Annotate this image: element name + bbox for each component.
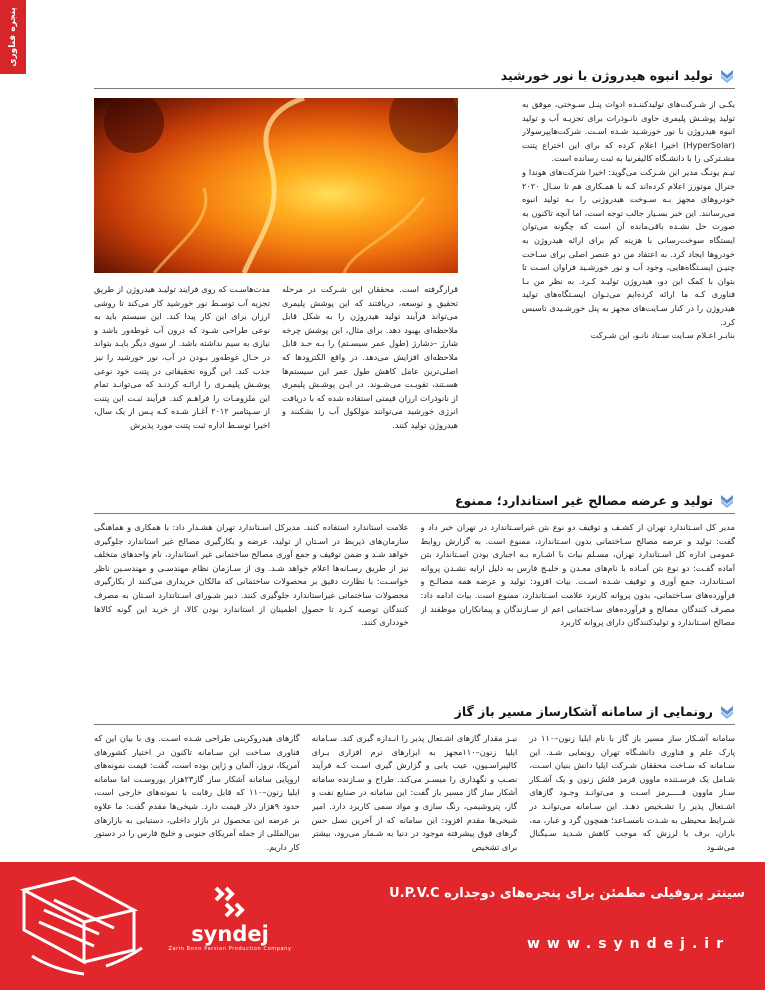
article-title-row <box>94 491 735 509</box>
paragraph: تیـم یونـگ مدیر این شـرکت می‌گوید: اخیرا شرکت‌های هوندا و جنرال موتورز اعلام کرده‌اند کـه با همـکاری هم تا سـال ۲۰۲۰ خودروهای مجهز بـه سـوخت هیدروژنی را بـه تولید انبوه می‌رسانند. این خبر بسـیار جالب توجه است، اما آنچه تاکنون به صورت حل نشـده باقی‌مانده آن است که چگونه می‌توان ایستگاه سوخت‌رسانی با هزینه کم برای ارائه هیدروژن به خودروها ایجاد کرد. به اعتقاد من دو عنصر اصلی برای سـاخت چنیـن ایسـتگاه‌هایی، وجود آب و نور خورشـید فراوان اسـت تا بتوان با کمک این دو، هیدروژن تولیـد کـرد. به نظر من بـا فناوری کـه ما ارائه کرده‌ایم می‌تـوان ایسـتگاه‌های تولید هیدروژن را در کنار سـایت‌های مجهز به پنل خورشـیدی تاسیس کرد. <box>522 166 735 327</box>
article-title: تولید و عرضه مصالح غیر استاندارد؛ ممنوع <box>454 492 713 508</box>
article-column-middle: مدت‌هاسـت که روی فرایند تولیـد هیدروژن از طریق تجزیه آب توسـط نور خورشید کار می‌کند تا روشی ارزان برای این کار پیدا کند. این سیستم باید به نوعی طراحی شـود که درون آب غوطه‌ور باشد و نیازی به سیم نداشته باشد. از سوی دیگر بایـد بتواند در حـال غوطه‌ور بـودن در آب، نور خورشید را نیز جذب کند. این گروه تحقیقاتی در پتنت خود نوعی پوشـش پلیمـری را ارائـه کردنـد که می‌توانـد تمام این ملزومـات را فراهـم کند. فرآیند ثبـت این پتنت از سـپتامبر ۲۰۱۲ آغـاز شـده کـه پـس از یک سال، اخیرا توسـط اداره ثبت پتنت مورد پذیرش <box>94 284 270 430</box>
title-divider <box>94 724 735 725</box>
advert-slogan: سینتر پروفیلی مطمئن برای پنجره‌های دوجداره U.P.V.C <box>389 886 745 901</box>
article-column-middle: نیـز مقدار گازهای اشـتعال پذیر را انـدازه گیری کند. سـامانه ایلیا زنون–۱۱۰مجهز به ابزارهای نرم افزاری بـرای کالیبراسـیون، عیب یابی و گزارش گیری اسـت کـه فرآیند نصـب و نگهداری را میسـر می‌کند. طراح و سـازنده سامانه آشکار ساز گاز مسیر باز گفت: این سامانه در صنایع نفت و گاز، پتروشیمی، رنگ سازی و مواد سمی کاربرد دارد. امیر شیخی‌ها مقدم افزود: این سامانه که از آخرین نسل حس گرهای فوق پیشرفته موجود در دنیا به شـمار می‌رود، بیشتر برای تشخیص <box>311 733 518 852</box>
syndej-logo-icon <box>212 886 248 920</box>
section-tab <box>0 0 26 74</box>
article-hydrogen <box>94 66 735 491</box>
section-tab-label: پنجره فناوری <box>8 7 18 67</box>
chevron-down-icon <box>719 703 735 719</box>
paragraph: یکـی از شـرکت‌های تولیدکننـده ادوات پنـل سـوختی، موفق به تولید پوشـش پلیمری حاوی نانـوذرات برای تجزیـه آب و تولید انبوه هیدروژن با نور خورشـید شـده اسـت. شرکت‌هایپرسولار (HyperSolar) اخیرا اعلام کرده که برای این اختراع پتنت مشـترکی را با دانشـگاه کالیفرنیا به ثبت رسانده است. <box>522 99 735 164</box>
article-column-right: مدیر کل اسـتاندارد تهران از کشـف و توقیف دو نوع بتن غیراسـتاندارد در تهران خبر داد و گفت: تولید و عرضه مصالح سـاختمانی بدون اسـتاندارد، ممنوع است. به گزارش روابط عمومی اداره کل اسـتاندارد تهران، مسـلم بیات با اشـاره بـه اجباری بودن اسـتاندارد بتن آماده گفـت: دو نوع بتن آمـاده با نام‌های معـدن و خلیـج فارس به دلیل ارایه نشـدن پروانه اسـتاندارد، جمع آوری و توقیف شـده اسـت. بیات افزود: تولید و عرضه همه مصالـح و فرآورده‌های سـاختمانی، بدون پروانه کاربرد علامت اسـتاندارد، ممنوع است. بیات ادامه داد: مصرف کنندگان مصالح و فرآورده‌های سـاختمانی اعم از سـازندگان و پیمانکاران موظفند از مصالح اسـتاندارد و تولیدکنندگان دارای پروانه کاربرد <box>420 522 735 628</box>
advert-banner <box>0 862 765 990</box>
article-title-row <box>94 702 735 720</box>
article-gas-detector <box>94 702 735 867</box>
article-columns <box>94 732 735 867</box>
advert-url-link[interactable]: www.syndej.ir <box>527 936 730 952</box>
title-divider <box>94 88 735 89</box>
article-title: رونمایی از سامانه آشکارساز مسیر باز گاز <box>454 703 713 719</box>
syndej-logo <box>150 886 310 981</box>
article-column-left: قرارگرفته است. محققان این شـرکت در مرحله تحقیق و توسعه، دریافتند که این پوشش پلیمری می‌تواند فرآیند تولید هیدروژن را به شکل قابل ملاحظه‌ای بهبود دهد. برای مثال، این پوشش چرخه شارژ –دشارژ (طول عمر سیسـتم) را بـه حـد قابل ملاحظه‌ای افزایش می‌دهد. در واقع الکترودها که اصلی‌ترین عامل کاهش طول عمر این سیستم‌ها هسـتند، تقویـت می‌شـوند. در ایـن پوشـش پلیمری از نانوذرات ارزان قیمتی استفاده شده که با دریافت انرژی خورشید می‌توانند مولکول آب را بشکنند و هیدروژن تولید کنند. <box>282 284 458 430</box>
article-column-left: علامت استاندارد استفاده کنند. مدیرکل اسـتاندارد تهران هشـدار داد: با همکاری و هماهنگی سازمان‌های ذیربط در اسـتان از تولید، عرضه و بکارگیری مصالح غیر استاندارد جلوگیری خواهد شـد و ضمن توقیف و جمع آوری مصالح ساختمانی غیر استاندارد، نام واحدهای متخلف نیز از طریق رسـانه‌ها اعلام خواهد شـد. وی از سـازمان نظام مهندسـی و مهندسـین ناظر خواسـت: با نظارت دقیق بر محصولات ساختمانی که مالکان خریداری می‌کنند از بکارگیری محصولات ساختمانی غیراستاندارد جلوگیری کنند. دبیر شـورای اسـتاندارد اسـتان به مصرف کنندگان توصیه کـرد تا حصول اطمینان از استاندارد بودن کالا، از خرید این گونه کالاها خودداری کنند. <box>94 522 409 628</box>
brand-name: syndej <box>191 922 269 946</box>
window-profile-icon <box>14 870 154 982</box>
article-lower-columns <box>94 283 458 483</box>
article-column-left: گازهای هیدروکربنی طراحی شـده اسـت. وی با بیان این که فناوری سـاخت این سـامانه تاکنون در اختیار کشورهای آمریکا، نروژ، آلمان و ژاپن بوده است، گفت: قیمت نمونه‌های اروپایی سامانه آشکار ساز گاز۲۳هزار یوروسـت اما سامانه ایلیا زنون–۱۱۰ که قابل رقابت با نمونه‌های خارجی است، حدود ۹هزار دلار قیمت دارد. شیخی‌ها مقدم گفت: ما علاوه بر عرضه این محصول در بازار داخلی، دستیابی به بازارهای بین‌المللی از جمله آمریکای جنوبی و خلیج فارس را در دستور کار داریم. <box>93 733 300 852</box>
brand-subtitle: Zarin Bonn Parsian Production Company <box>168 946 292 952</box>
article-standards <box>94 491 735 691</box>
chevron-down-icon <box>719 67 735 83</box>
title-divider <box>94 513 735 514</box>
sun-photo <box>94 98 458 273</box>
article-column-right <box>522 98 735 480</box>
article-columns <box>94 521 735 691</box>
paragraph: بنابـر اعـلام سـایت سـتاد نانـو، این شـرکت <box>590 330 735 341</box>
article-title: تولید انبوه هیدروژن با نور خورشید <box>500 67 713 83</box>
article-title-row <box>94 66 735 84</box>
article-column-right: سامانه آشـکار ساز مسیر باز گاز با نام ایلیا زنون–۱۱۰ در پارک علم و فناوری دانشـگاه تهران رونمایی شـد. این سـامانه که سـاخت محققان شـرکت ایلیا دانش بنیان اسـت، شـامل یک فرسـتنده ماوون قرمز قلش زنون و یک آشـکار سـاز ماوون قـــــرمز اسـت و می‌توانـد وجـود گازهای اشـتعال پذیر را تشـخیص دهـد. این سـامانه می‌توانـد در شـرایط محیطی به شـدت نامسـاعد؛ همچون گرد و غبار، مه، باران، برف یا لرزش که موجب کاهش شـدید سـیگنال می‌شـود <box>529 733 735 852</box>
chevron-down-icon <box>719 492 735 508</box>
